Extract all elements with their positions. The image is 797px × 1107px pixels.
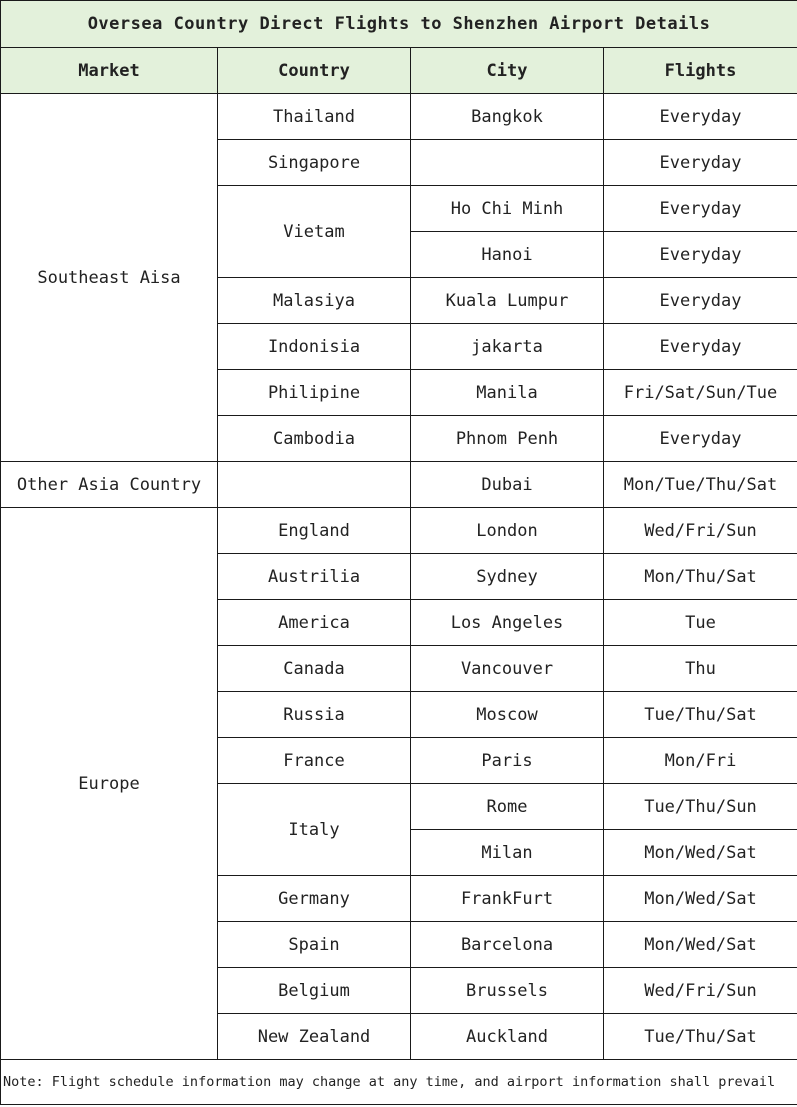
country-cell bbox=[218, 462, 411, 508]
table-title: Oversea Country Direct Flights to Shenzhen Airport Details bbox=[1, 1, 797, 48]
market-cell: Europe bbox=[1, 508, 218, 1060]
city-cell: Paris bbox=[411, 738, 604, 784]
table-row bbox=[1, 94, 797, 140]
country-cell: Italy bbox=[218, 784, 411, 876]
flights-cell: Everyday bbox=[604, 140, 797, 186]
city-cell: Manila bbox=[411, 370, 604, 416]
column-header-market: Market bbox=[1, 48, 218, 94]
table-row bbox=[1, 508, 797, 554]
flights-cell: Mon/Wed/Sat bbox=[604, 830, 797, 876]
city-cell: London bbox=[411, 508, 604, 554]
country-cell: Thailand bbox=[218, 94, 411, 140]
country-cell: France bbox=[218, 738, 411, 784]
column-header-flights: Flights bbox=[604, 48, 797, 94]
flights-cell: Tue/Thu/Sat bbox=[604, 692, 797, 738]
flights-cell: Everyday bbox=[604, 324, 797, 370]
city-cell: Brussels bbox=[411, 968, 604, 1014]
table-body bbox=[1, 94, 797, 1060]
market-cell: Other Asia Country bbox=[1, 462, 218, 508]
flights-cell: Mon/Wed/Sat bbox=[604, 922, 797, 968]
country-cell: England bbox=[218, 508, 411, 554]
flights-cell: Wed/Fri/Sun bbox=[604, 968, 797, 1014]
country-cell: Germany bbox=[218, 876, 411, 922]
flights-cell: Everyday bbox=[604, 232, 797, 278]
flights-cell: Mon/Fri bbox=[604, 738, 797, 784]
country-cell: Cambodia bbox=[218, 416, 411, 462]
flights-cell: Everyday bbox=[604, 186, 797, 232]
footnote: Note: Flight schedule information may change at any time, and airport information shall prevail bbox=[1, 1060, 797, 1105]
header-row bbox=[1, 48, 797, 94]
country-cell: Vietam bbox=[218, 186, 411, 278]
city-cell: jakarta bbox=[411, 324, 604, 370]
country-cell: Malasiya bbox=[218, 278, 411, 324]
flights-cell: Thu bbox=[604, 646, 797, 692]
country-cell: America bbox=[218, 600, 411, 646]
city-cell: Sydney bbox=[411, 554, 604, 600]
flights-cell: Tue/Thu/Sat bbox=[604, 1014, 797, 1060]
city-cell: Kuala Lumpur bbox=[411, 278, 604, 324]
market-cell: Southeast Aisa bbox=[1, 94, 218, 462]
flights-cell: Fri/Sat/Sun/Tue bbox=[604, 370, 797, 416]
city-cell: Vancouver bbox=[411, 646, 604, 692]
city-cell: Auckland bbox=[411, 1014, 604, 1060]
city-cell: Los Angeles bbox=[411, 600, 604, 646]
city-cell: Hanoi bbox=[411, 232, 604, 278]
column-header-country: Country bbox=[218, 48, 411, 94]
city-cell: Bangkok bbox=[411, 94, 604, 140]
flights-cell: Mon/Wed/Sat bbox=[604, 876, 797, 922]
note-row bbox=[1, 1060, 797, 1105]
flights-cell: Everyday bbox=[604, 278, 797, 324]
column-header-city: City bbox=[411, 48, 604, 94]
country-cell: Indonisia bbox=[218, 324, 411, 370]
country-cell: New Zealand bbox=[218, 1014, 411, 1060]
country-cell: Belgium bbox=[218, 968, 411, 1014]
city-cell: Moscow bbox=[411, 692, 604, 738]
table-row bbox=[1, 462, 797, 508]
title-row bbox=[1, 1, 797, 48]
flights-cell: Tue/Thu/Sun bbox=[604, 784, 797, 830]
city-cell: Dubai bbox=[411, 462, 604, 508]
flights-cell: Wed/Fri/Sun bbox=[604, 508, 797, 554]
flights-cell: Everyday bbox=[604, 94, 797, 140]
country-cell: Austrilia bbox=[218, 554, 411, 600]
city-cell: Barcelona bbox=[411, 922, 604, 968]
city-cell: Milan bbox=[411, 830, 604, 876]
city-cell: FrankFurt bbox=[411, 876, 604, 922]
city-cell: Ho Chi Minh bbox=[411, 186, 604, 232]
country-cell: Philipine bbox=[218, 370, 411, 416]
flights-cell: Everyday bbox=[604, 416, 797, 462]
country-cell: Singapore bbox=[218, 140, 411, 186]
city-cell: Rome bbox=[411, 784, 604, 830]
country-cell: Spain bbox=[218, 922, 411, 968]
city-cell bbox=[411, 140, 604, 186]
flights-cell: Mon/Tue/Thu/Sat bbox=[604, 462, 797, 508]
flights-cell: Mon/Thu/Sat bbox=[604, 554, 797, 600]
city-cell: Phnom Penh bbox=[411, 416, 604, 462]
flights-cell: Tue bbox=[604, 600, 797, 646]
country-cell: Canada bbox=[218, 646, 411, 692]
country-cell: Russia bbox=[218, 692, 411, 738]
